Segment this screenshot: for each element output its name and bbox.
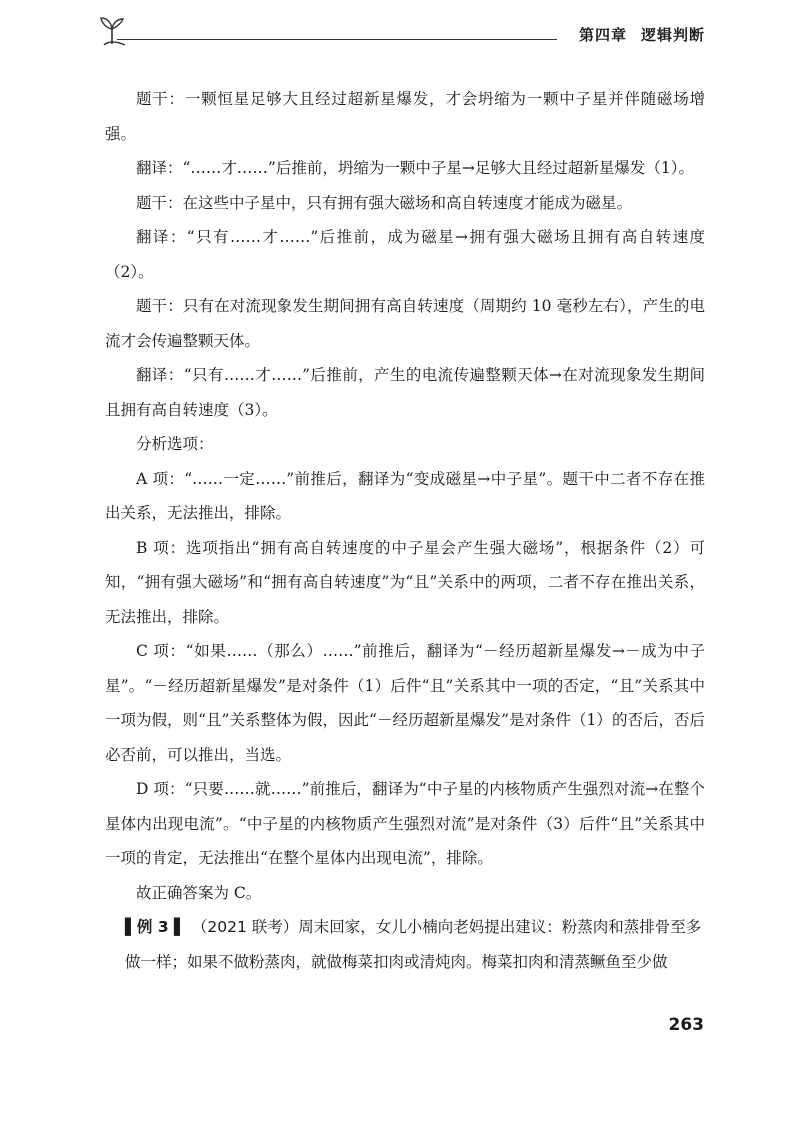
page-number: 263 xyxy=(668,1015,704,1035)
answer-line: 故正确答案为 C。 xyxy=(136,883,262,902)
example-tag: ▌例 3 ▌ xyxy=(125,918,186,936)
paragraph: 题干：一颗恒星足够大且经过超新星爆发，才会坍缩为一颗中子星并伴随磁场增强。 xyxy=(105,90,705,143)
paragraph: 题干：只有在对流现象发生期间拥有高自转速度（周期约 10 毫秒左右），产生的电流才会传遍整颗天体。 xyxy=(105,297,705,350)
option-a-analysis: A 项：“……一定……”前推后，翻译为“变成磁星→中子星”。题干中二者不存在推出关系，无法推出，排除。 xyxy=(105,469,705,522)
example-text: （2021 联考）周末回家，女儿小楠向老妈提出建议：粉蒸肉和蒸排骨至多做一样；如果不做粉蒸肉，就做梅菜扣肉或清炖肉。梅菜扣肉和清蒸鳜鱼至少做 xyxy=(125,918,702,971)
paragraph: 翻译：“只有……才……”后推前，成为磁星→拥有强大磁场且拥有高自转速度（2）。 xyxy=(105,228,705,281)
paragraph: 翻译：“……才……”后推前，坍缩为一颗中子星→足够大且经过超新星爆发（1）。 xyxy=(136,159,694,177)
paragraph: 题干：在这些中子星中，只有拥有强大磁场和高自转速度才能成为磁星。 xyxy=(136,193,633,212)
section-label: 逻辑判断 xyxy=(640,26,705,44)
option-c-analysis: C 项：“如果……（那么）……”前推后，翻译为“－经历超新星爆发→－成为中子星”。“－经历超新星爆发”是对条件（1）后件“且”关系其中一项的否定，“且”关系其中一项为假，则“且”关系整体为假，因此“－经历超新星爆发”是对条件（1）的否后，否后必否前，可以推出，当选。 xyxy=(105,642,705,764)
header-rule xyxy=(117,39,557,40)
option-b-analysis: B 项：选项指出“拥有高自转速度的中子星会产生强大磁场”，根据条件（2）可知，“拥有强大磁场”和“拥有高自转速度”为“且”关系中的两项，二者不存在推出关系，无法推出，排除。 xyxy=(105,538,705,626)
page-body xyxy=(105,82,705,980)
chapter-title xyxy=(579,24,705,45)
paragraph: 分析选项： xyxy=(136,435,214,453)
option-d-analysis: D 项：“只要……就……”前推后，翻译为“中子星的内核物质产生强烈对流→在整个星体内出现电流”。“中子星的内核物质产生强烈对流”是对条件（3）后件“且”关系其中一项的肯定，无法推出“在整个星体内出现电流”，排除。 xyxy=(105,780,705,867)
paragraph: 翻译：“只有……才……”后推前，产生的电流传遍整颗天体→在对流现象发生期间且拥有高自转速度（3）。 xyxy=(105,366,705,419)
sprout-icon xyxy=(95,14,129,48)
chapter-label: 第四章 xyxy=(578,26,627,44)
running-header xyxy=(95,14,705,50)
example-question xyxy=(105,910,705,980)
